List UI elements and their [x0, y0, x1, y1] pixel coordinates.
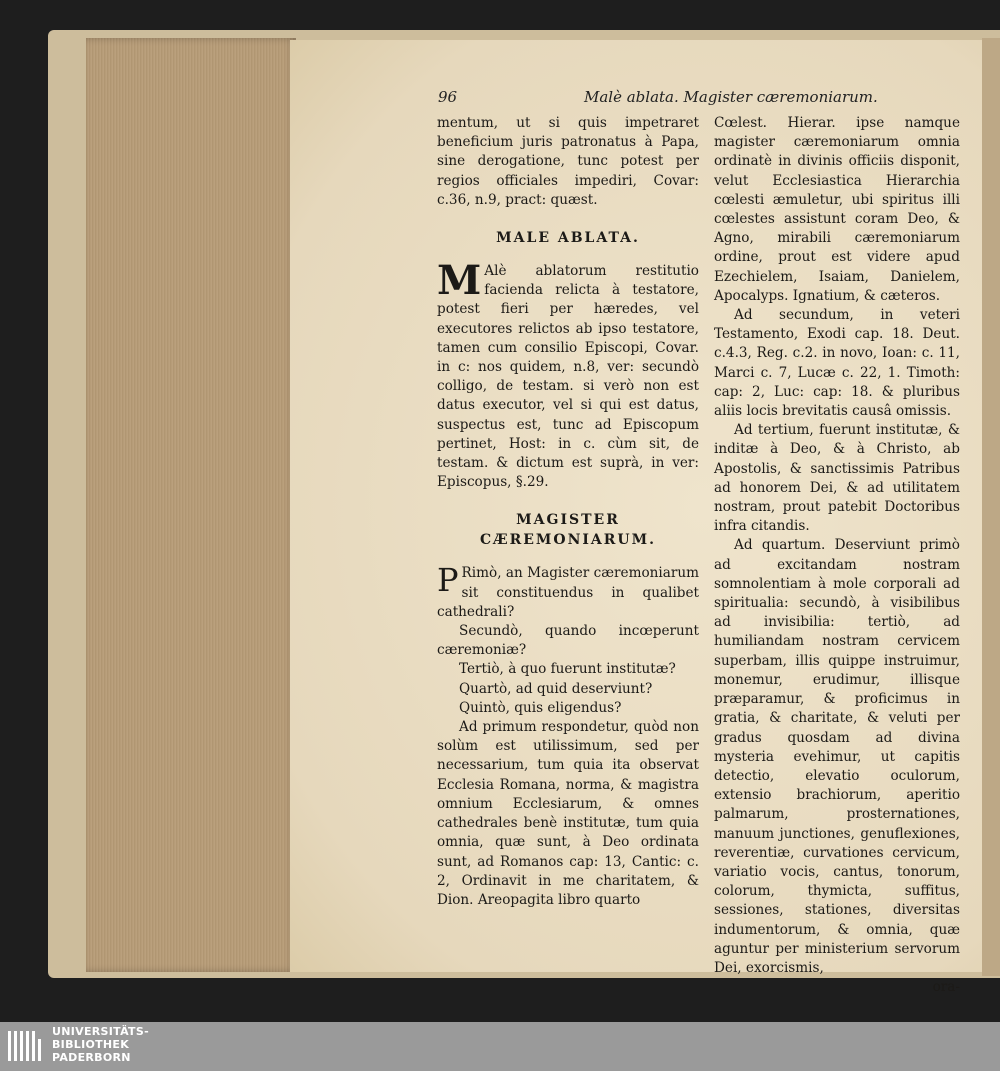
library-name: [52, 1025, 149, 1064]
page-header: [438, 88, 878, 110]
magister-q1-text: Rimò, an Magister cæremoniarum sit constituendus in qualibet cathedrali?: [437, 565, 699, 620]
right-paragraph-1: Cœlest. Hierar. ipse namque magister cæremoniarum omnia ordinatè in divinis officiis disponit, velut Ecclesiastica Hierarchia cœlesti æmuletur, ubi spiritus illi cœlestes assistunt coram Deo, & Agno, mirabili cæremoniarum ordine, prout est videre apud Ezechielem, Isaiam, Danielem, Apocalyps. Ignatium, & cæteros.: [714, 115, 960, 304]
catchword: ora-: [932, 979, 960, 996]
magister-question-2: Secundò, quando incœperunt cæremoniæ?: [437, 623, 699, 659]
library-name-line-3: PADERBORN: [52, 1051, 131, 1064]
running-head: Malè ablata. Magister cæremoniarum.: [584, 88, 878, 106]
dropcap-p: P: [437, 561, 459, 600]
library-footer: [0, 1022, 1000, 1071]
library-name-line-2: BIBLIOTHEK: [52, 1038, 130, 1051]
magister-question-3: Tertiò, à quo fuerunt institutæ?: [459, 661, 676, 678]
right-paragraph-2: Ad secundum, in veteri Testamento, Exodi cap. 18. Deut. c.4.3, Reg. c.2. in novo, Ioan: c. 11, Marci c. 7, Lucæ c. 22, 1. Timoth: cap: 2, Luc: cap: 18. & pluribus aliis locis brevitatis causâ omissis.: [714, 307, 960, 420]
magister-answer: Ad primum respondetur, quòd non solùm est utilissimum, sed per necessarium, tum quia ita observat Ecclesia Romana, norma, & magistra omnium Ecclesiarum, & omnes cathedrales benè institutæ, tum quia omnia, quæ sunt, à Deo ordinata sunt, ad Romanos cap: 13, Cantic: c. 2, Ordinavit in me charitatem, & Dion. Areopagita libro quarto: [437, 719, 699, 908]
male-ablata-text: Alè ablatorum restitutio facienda relicta à testatore, potest fieri per hæredes, vel executores relictos ab ipso testatore, tamen cum consilio Episcopi, Covar. in c: nos quidem, n.8, ver: secundò colligo, de testam. si verò non est datus executor, vel si qui est datus, suspectus est, tunc ad Episcopum pertinet, Host: in c. cùm sit, de testam. & dictum est suprà, in ver: Episcopus, §.29.: [437, 263, 699, 491]
dropcap-m: M: [437, 257, 482, 305]
page-edges: [86, 38, 296, 972]
intro-paragraph: mentum, ut si quis impetraret beneficium juris patronatus à Papa, sine derogatione, tunc potest per regios officiales impediri, Covar: c.36, n.9, pract: quæst.: [437, 115, 699, 208]
right-paragraph-4: Ad quartum. Deserviunt primò ad excitandam nostram somnolentiam à mole corporali ad spiritualia: secundò, à visibilibus ad invisibilia: tertiò, ad humiliandam nostram cervicem superbam, illis quippe instruimur, monemur, erudimur, illisque præparamur, & proficimus in gratia, & charitate, & veluti per gradus quosdam ad divina mysteria evehimur, ut capitis detectio, elevatio oculorum, extensio brachiorum, aperitio palmarum, prosternationes, manuum junctiones, genuflexiones, reverentiæ, curvationes cervicum, variatio vocis, cantus, tonorum, colorum, thymicta, suffitus, sessiones, stationes, diversitas indumentorum, & omnia, quæ aguntur per ministerium servorum Dei, exorcismis,: [714, 537, 960, 976]
page-number: 96: [438, 88, 458, 106]
magister-question-1: [437, 561, 699, 622]
right-column: [714, 114, 960, 997]
heading-magister: MAGISTER CÆREMONIARUM.: [479, 512, 657, 549]
facing-page-edge: [982, 38, 1000, 976]
male-ablata-paragraph: [437, 257, 699, 492]
heading-male-ablata: MALE ABLATA.: [496, 230, 640, 247]
library-name-line-1: UNIVERSITÄTS-: [52, 1025, 149, 1038]
left-column: [437, 114, 699, 910]
library-logo-icon: [6, 1027, 44, 1065]
right-paragraph-3: Ad tertium, fuerunt institutæ, & inditæ à Deo, & à Christo, ab Apostolis, & sanctissimis Patribus ad honorem Dei, & ad utilitatem nostram, prout patebit Doctoribus infra citandis.: [714, 422, 960, 535]
magister-question-5: Quintò, quis eligendus?: [459, 699, 622, 716]
magister-question-4: Quartò, ad quid deserviunt?: [459, 680, 653, 697]
